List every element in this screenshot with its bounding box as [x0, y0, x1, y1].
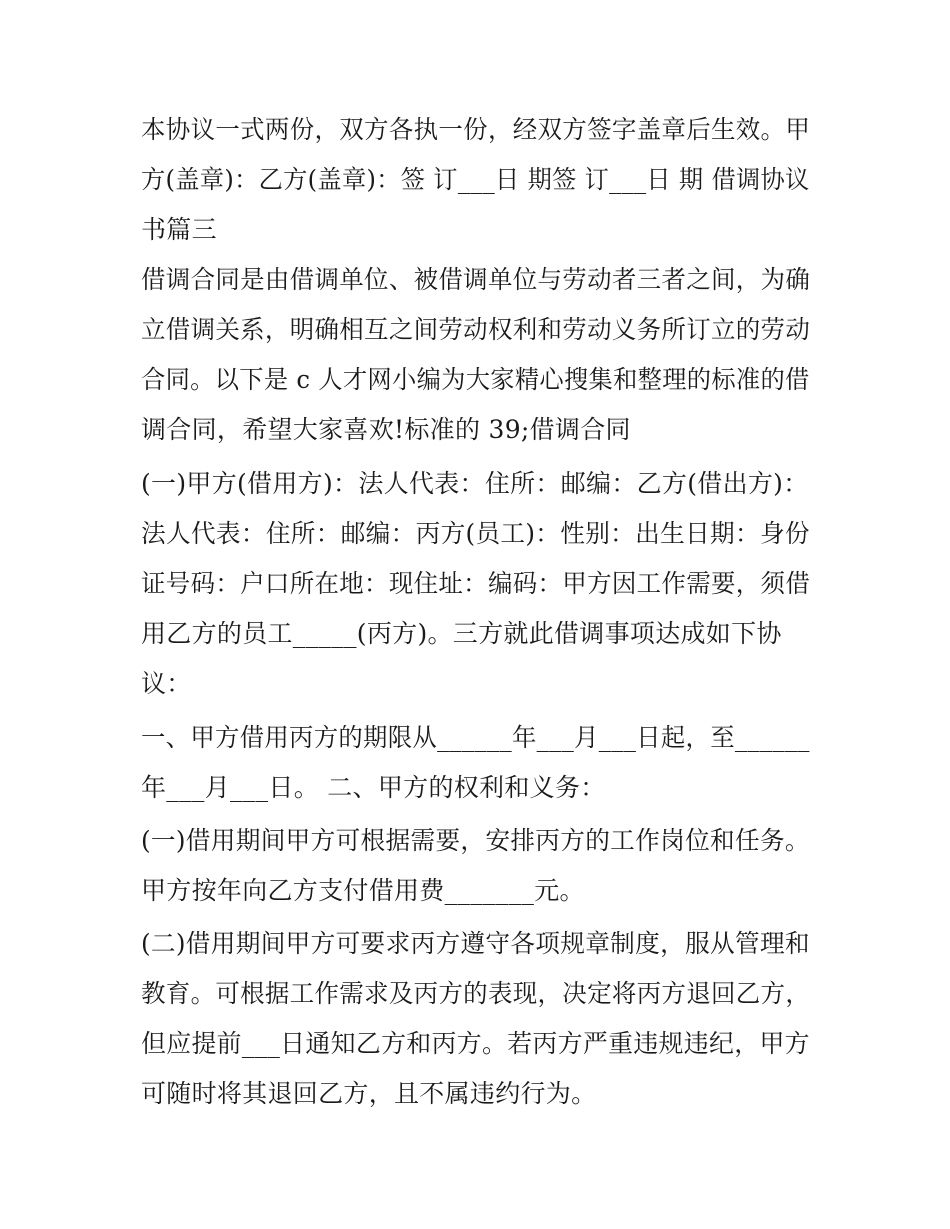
text-line: 方(盖章)：乙方(盖章)：签 订___日 期签 订___日 期 借调协议 — [141, 165, 810, 194]
text-line: 一、甲方借用丙方的期限从______年___月___日起，至______ — [141, 723, 810, 752]
text-line: 本协议一式两份，双方各执一份，经双方签字盖章后生效。甲 — [141, 115, 811, 144]
text-line: 年___月___日。 二、甲方的权利和义务： — [141, 773, 606, 802]
text-line: 借调合同是由借调单位、被借调单位与劳动者三者之间，为确 — [141, 265, 811, 294]
text-line: (一)甲方(借用方)：法人代表：住所：邮编：乙方(借出方)： — [141, 469, 809, 498]
text-line: 书篇三 — [141, 215, 217, 244]
text-line: 甲方按年向乙方支付借用费_______元。 — [141, 876, 585, 905]
text-line: (一)借用期间甲方可根据需要，安排丙方的工作岗位和任务。 — [141, 826, 810, 855]
text-line: 证号码：户口所在地：现住址：编码：甲方因工作需要，须借 — [141, 569, 811, 598]
text-line: 合同。以下是 c 人才网小编为大家精心搜集和整理的标准的借 — [141, 365, 810, 394]
text-line: 但应提前___日通知乙方和丙方。若丙方严重违规违纪，甲方 — [141, 1029, 810, 1058]
text-line: 教育。可根据工作需求及丙方的表现，决定将丙方退回乙方， — [141, 979, 811, 1008]
text-line: 用乙方的员工_____(丙方)。三方就此借调事项达成如下协 — [141, 619, 782, 648]
text-line: 可随时将其退回乙方，且不属违约行为。 — [141, 1079, 597, 1108]
text-line: 议： — [141, 669, 192, 698]
text-line: 法人代表：住所：邮编：丙方(员工)：性别：出生日期：身份 — [141, 519, 810, 548]
text-line: (二)借用期间甲方可要求丙方遵守各项规章制度，服从管理和 — [141, 929, 810, 958]
text-line: 立借调关系，明确相互之间劳动权利和劳动义务所订立的劳动 — [141, 315, 811, 344]
text-line: 调合同，希望大家喜欢!标准的 39;借调合同 — [141, 415, 631, 444]
